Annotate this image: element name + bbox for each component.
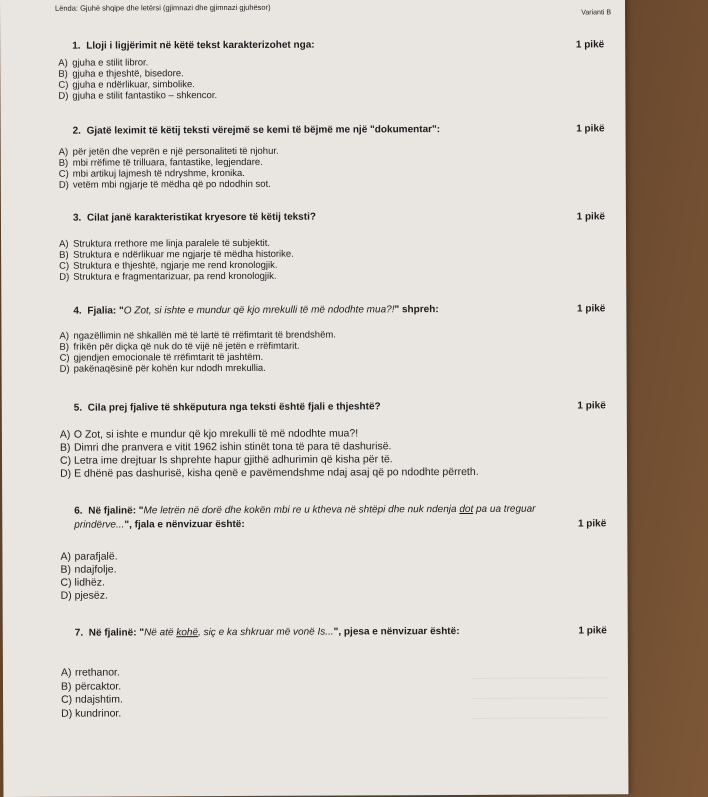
option-a[interactable]: A) Struktura rrethore me linja paralele të subjektit. [59,237,271,250]
option-d[interactable]: D) E dhënë pas dashurisë, kisha qenë e pavëmendshme ndaj asaj që po ndodhte përreth. [60,465,479,480]
option-c[interactable]: C) mbi artikuj lajmesh të ndryshme, kronika. [58,167,245,180]
option-d[interactable]: D) kundrinor. [61,706,122,720]
options-list [59,236,613,282]
question-1 [58,37,612,102]
points-label: 1 pikë [577,518,607,530]
points-label: 1 pikë [576,303,606,315]
option-b[interactable]: B) përcaktor. [60,679,122,693]
question-2 [58,122,613,191]
question-7 [60,624,615,720]
options-list [58,55,612,101]
question-4 [59,302,613,375]
question-text: 5. Cila prej fjalive të shkëputura nga teksti është fjali e thjeshtë? [73,401,381,414]
option-c[interactable]: C) gjendjen emocionale të rrëfimtarit të jashtëm. [59,351,264,364]
question-3 [59,209,613,283]
variant-label: Varianti B [581,9,612,17]
option-b[interactable]: B) frikën për diçka që nuk do të vijë në jetën e rrëfimtarit. [59,340,300,353]
option-c[interactable]: C) Letra ime drejtuar Is shprehte hapur gjithë adhurimin që kisha për të. [59,453,393,467]
option-d[interactable]: D) pakënaqësinë për kohën kur ndodh mrekullia. [59,362,266,375]
question-text: 6. Në fjalinë: "Me letrën në dorë dhe kokën mbi re u ktheva në shtëpi dhe nuk ndenja dot pa ua treguar prindërve...", fjala e nënvizuar është: [74,503,536,531]
options-list [59,328,613,374]
option-a[interactable]: A) gjuha e stilit libror. [58,57,149,69]
option-d[interactable]: D) pjesëz. [60,589,108,602]
options-list [61,664,615,720]
question-text: 2. Gjatë leximit të këtij teksti vërejmë se kemi të bëjmë me një "dokumentar": [72,124,441,137]
question-text: 7. Në fjalinë: "Në atë kohë, siç e ka shkruar më vonë Is...", pjesa e nënvizuar është: [74,626,460,639]
option-a[interactable]: A) O Zot, si ishte e mundur që kjo mrekulli të më ndodhte mua?! [59,427,359,441]
points-label: 1 pikë [578,625,607,637]
points-label: 1 pikë [576,123,605,135]
question-text: 3. Cilat janë karakteristikat kryesore të këtij teksti? [72,211,316,224]
option-b[interactable]: B) ndajfolje. [60,563,117,576]
option-d[interactable]: D) gjuha e stilit fantastiko – shkencor. [58,90,218,102]
points-label: 1 pikë [577,400,606,412]
option-b[interactable]: B) mbi rrëfime të trilluara, fantastike, legjendare. [58,156,263,169]
points-label: 1 pikë [575,39,605,51]
question-text: 1. Lloji i ligjërimit në këtë tekst karakterizohet nga: [72,39,315,52]
option-d[interactable]: D) Struktura e fragmentarizuar, pa rend kronologjik. [59,270,277,283]
option-a[interactable]: A) parafjalë. [60,550,118,563]
option-a[interactable]: A) për jetën dhe veprën e një personaliteti të njohur. [58,145,279,158]
option-c[interactable]: C) ndajshtim. [61,693,123,706]
option-b[interactable]: B) Struktura e ndërlikuar me ngjarje të mëdha historike. [59,248,294,261]
points-label: 1 pikë [576,211,605,223]
question-5 [59,399,614,480]
option-c[interactable]: C) lidhëz. [60,576,105,589]
option-c[interactable]: C) gjuha e ndërlikuar, simbolike. [58,79,195,91]
option-b[interactable]: B) Dimri dhe pranvera e vitit 1962 ishin stinët tona të para të dashurisë. [59,440,392,454]
option-b[interactable]: B) gjuha e thjeshtë, bisedore. [58,68,184,80]
subject-title: Lënda: Gjuhë shqipe dhe letërsi (gjimnazi dhe gjimnazi gjuhësor) [55,2,271,13]
option-c[interactable]: C) Struktura e thjeshtë, ngjarje me rend kronologjik. [59,259,278,272]
option-a[interactable]: A) ngazëllimin në shkallën më të lartë të rrëfimtarit të brendshëm. [59,329,336,342]
page-header [55,1,611,21]
bleed-through-line [473,717,608,719]
options-list [59,144,613,190]
option-a[interactable]: A) rrethanor. [60,666,120,679]
option-d[interactable]: D) vetëm mbi ngjarje të mëdha që po ndodhin sot. [58,178,271,191]
options-list [60,426,614,480]
question-text: 4. Fjalia: "O Zot, si ishte e mundur që kjo mrekulli të më ndodhte mua?!" shpreh: [73,304,439,317]
options-list [60,548,614,602]
question-6 [60,502,614,602]
